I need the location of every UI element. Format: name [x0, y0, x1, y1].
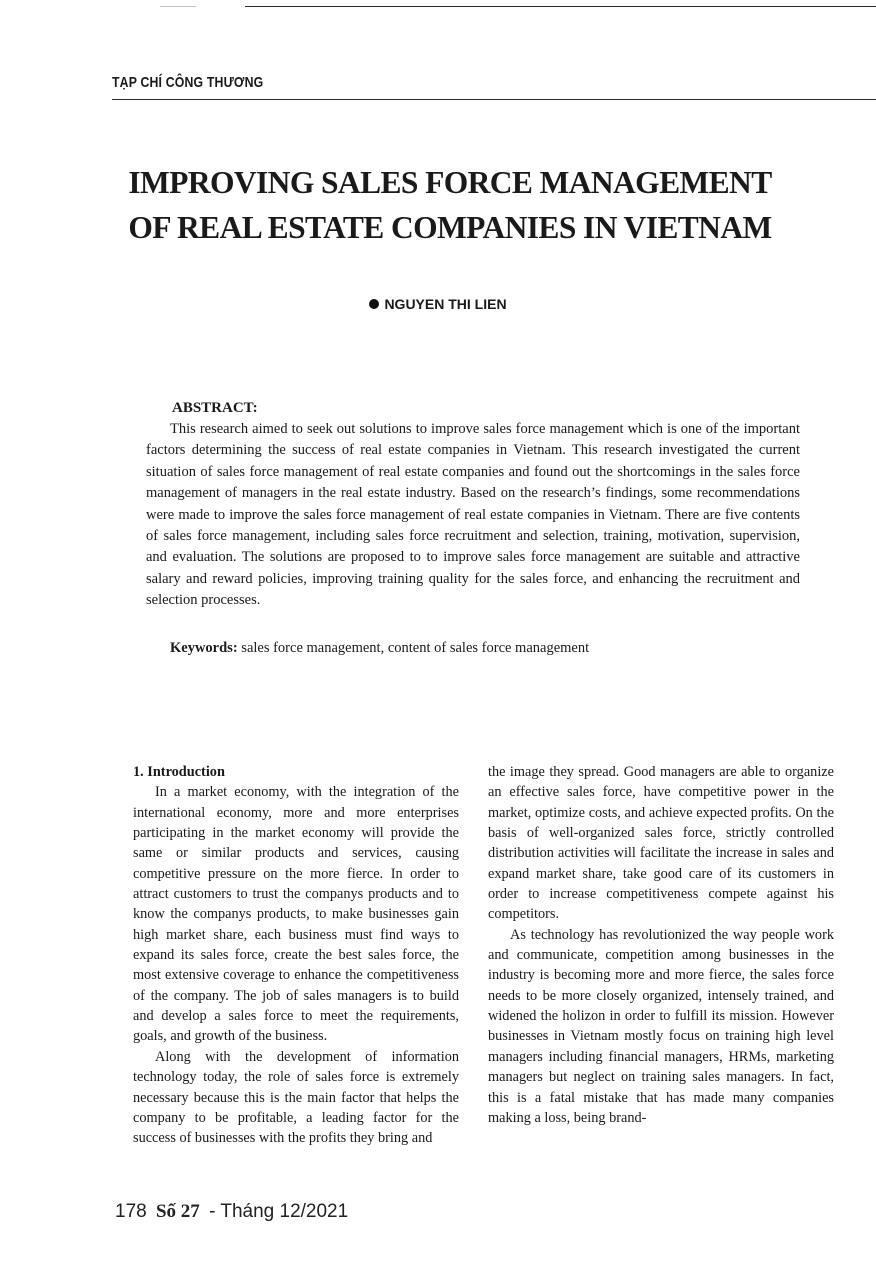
- paragraph: In a market economy, with the integration of the international economy, more and more enterprises participating in the market economy will provide the same or similar products and services, causing competitive pressure on the more fierce. In order to attract customers to trust the companys products and to know the companys products, to make businesses gain high market share, each business must find ways to expand its sales force, create the best sales force, the most extensive coverage to enhance the competitiveness of the company. The job of sales managers is to build and develop a sales force to meet the requirements, goals, and growth of the business.: [133, 784, 459, 1045]
- page-number: 178: [115, 1201, 147, 1222]
- left-column: [133, 762, 459, 1149]
- section-heading: 1. Introduction: [133, 764, 225, 780]
- article-title: [100, 160, 800, 250]
- issue-date: - Tháng 12/2021: [209, 1201, 349, 1222]
- title-line-1: IMPROVING SALES FORCE MANAGEMENT: [128, 165, 772, 200]
- author-name: NGUYEN THI LIEN: [384, 296, 507, 312]
- paragraph: the image they spread. Good managers are able to organize an effective sales force, have competitive power in the market, optimize costs, and achieve expected profits. On the basis of well-organized sales force, strictly controlled distribution activities will facilitate the increase in sales and expand market share, take good care of its customers in order to increase competitiveness compete against his competitors.: [488, 764, 834, 923]
- paragraph: As technology has revolutionized the way people work and communicate, competition among businesses in the industry is becoming more and more fierce, the sales force needs to be more closely organized, intensely trained, and widened the holizon in order to fulfill its mission. However businesses in Vietnam mostly focus on training high level managers including financial managers, HRMs, marketing managers but neglect on training sales managers. In fact, this is a fatal mistake that has made many companies making a loss, being brand-: [488, 926, 834, 1126]
- header-rule: [112, 99, 876, 100]
- top-rule-fragment: [160, 6, 196, 7]
- title-line-2: OF REAL ESTATE COMPANIES IN VIETNAM: [128, 210, 772, 245]
- top-rule: [245, 6, 876, 7]
- keywords-label: Keywords:: [170, 640, 238, 656]
- abstract-text: This research aimed to seek out solutions to improve sales force management which is one of the important factors determining the success of real estate companies in Vietnam. This research investigated the current situation of sales force management of real estate companies and found out the shortcomings in the sales force management of managers in the real estate industry. Based on the research’s findings, some recommendations were made to improve the sales force management of real estate companies in Vietnam. There are five contents of sales force management, including sales force recruitment and selection, training, motivation, supervision, and evaluation. The solutions are proposed to to improve sales force management are suitable and attractive salary and reward policies, improving training quality for the sales force, and enhancing the recruitment and selection processes.: [146, 421, 800, 609]
- keywords-line: [170, 640, 589, 657]
- author-line: [0, 296, 876, 312]
- issue-number: Số 27: [155, 1201, 200, 1222]
- keywords-text: sales force management, content of sales force management: [241, 640, 590, 656]
- abstract-heading: ABSTRACT:: [172, 400, 258, 416]
- journal-name: TẠP CHÍ CÔNG THƯƠNG: [112, 74, 264, 91]
- page-footer: [115, 1201, 348, 1223]
- bullet-icon: [369, 299, 379, 309]
- right-column: [488, 762, 834, 1128]
- paragraph: Along with the development of information technology today, the role of sales force is extremely necessary because this is the main factor that helps the company to be profitable, a leading factor for the success of businesses with the profits they bring and: [133, 1048, 459, 1147]
